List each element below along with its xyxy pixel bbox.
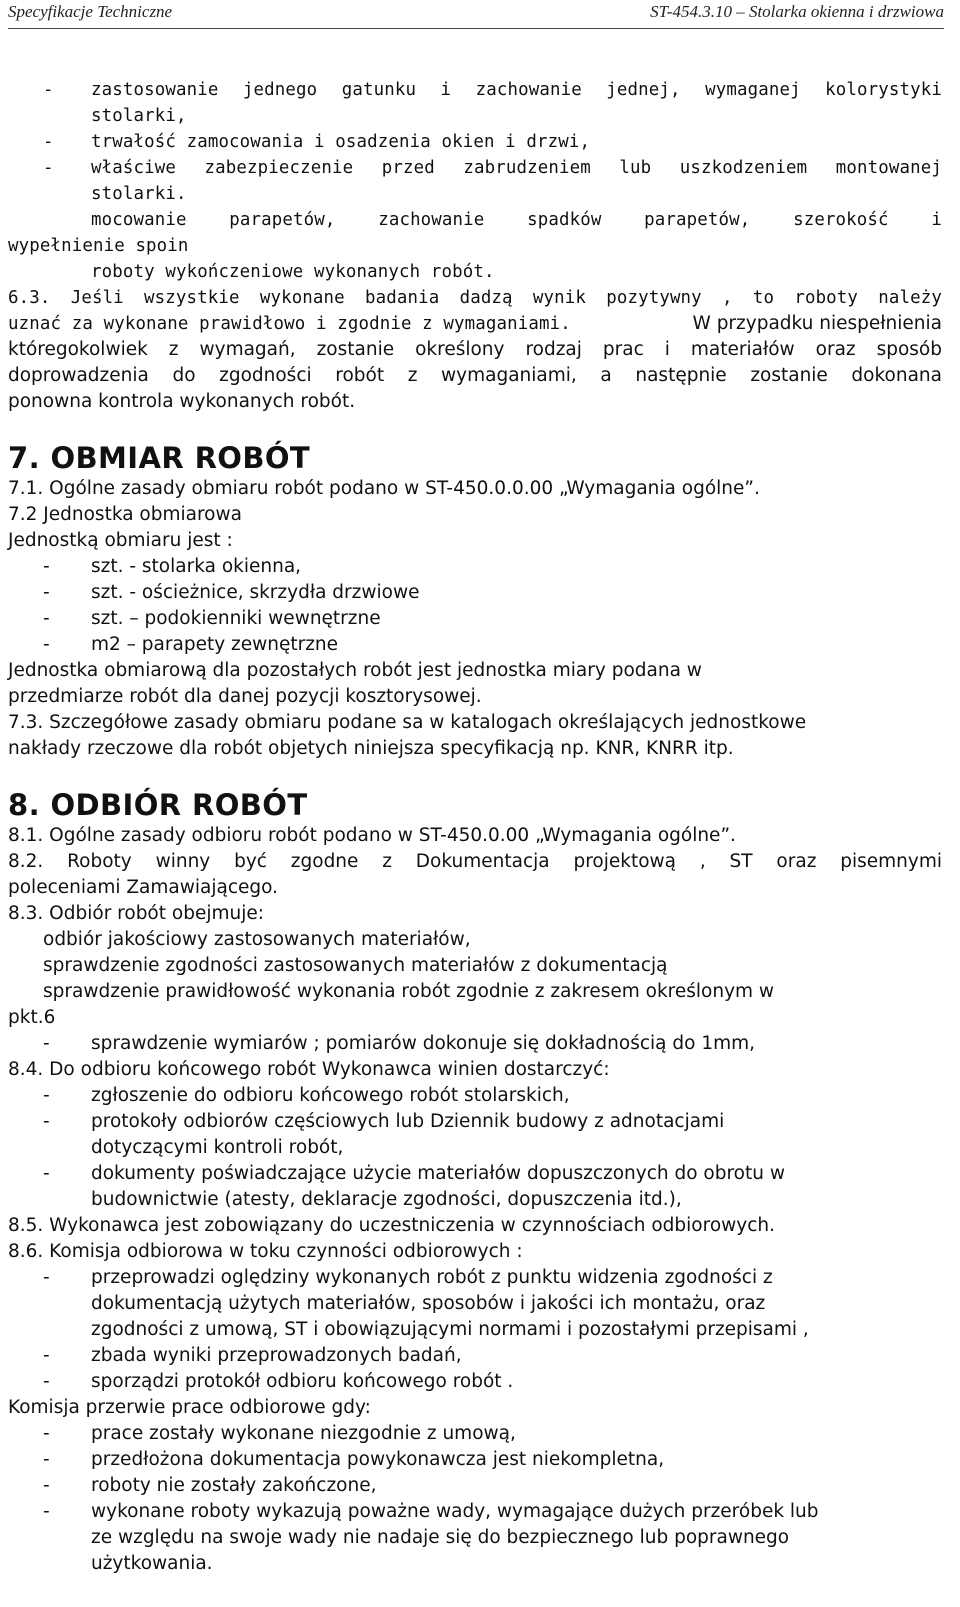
paragraph-line: 7.1. Ogólne zasady obmiaru robót podano w ST-450.0.0.00 „Wymagania ogólne”. (8, 478, 760, 499)
paragraph-line: doprowadzenia do zgodności robót z wymaganiami, a następnie zostanie dokonana (8, 365, 942, 386)
paragraph-line: 8.3. Odbiór robót obejmuje: (8, 903, 264, 924)
paragraph-line: 7.3. Szczegółowe zasady obmiaru podane sa w katalogach określających jednostkowe (8, 712, 807, 733)
paragraph-line: Jednostką obmiaru jest : (8, 530, 233, 551)
paragraph-line: 8.1. Ogólne zasady odbioru robót podano w ST-450.0.00 „Wymagania ogólne”. (8, 825, 736, 846)
section-heading: 8. ODBIÓR ROBÓT (8, 788, 308, 822)
paragraph-line: Jednostka obmiarową dla pozostałych robót jest jednostka miary podana w (8, 660, 702, 681)
paragraph-line: ponowna kontrola wykonanych robót. (8, 391, 356, 412)
document-page: Specyfikacje Techniczne ST-454.3.10 – Stolarka okienna i drzwiowa - zastosowanie jednego gatunku i zachowanie jednej, wymaganej kolorystyki stolarki, - trwałość zamocowania i osadzenia okien i drzwi, - właściwe zabezpieczenie przed zabrudzeniem lub uszkodzeniem montowanej stolarki. mocowanie parapetów, zachowanie spadków parapetów, szerokość i wypełnienie spoin roboty wykończeniowe wykonanych robót. 6.3. Jeśli wszystkie wykonane badania dadzą wynik pozytywny , to roboty należy uznać za wykonane prawidłowo i zgodnie z wymaganiami. W przypadku niespełnienia któregokolwiek z wymagań, zostanie określony rodzaj prac i materiałów oraz sposób doprowadzenia do zgodności robót z wymaganiami, a następnie zostanie dokonana ponowna kontrola wykonanych robót. 7. OBMIAR ROBÓT 7.1. Ogólne zasady obmiaru robót podano w ST-450.0.0.00 „Wymagania ogólne”. 7.2 Jednostka obmiarowa Jednostką obmiaru jest : - szt. - stolarka okienna, - szt. - ościeżnice, skrzydła drzwiowe - szt. – podokienniki wewnętrzne - m2 – parapety zewnętrzne Jednostka obmiarową dla pozostałych robót jest jednostka miary podana w przedmiarze robót dla danej pozycji kosztorysowej. 7.3. Szczegółowe zasady obmiaru podane sa w katalogach określających jednostkowe nakłady rzeczowe dla robót objetych niniejsza specyfikacją np. KNR, KNRR itp. 8. ODBIÓR ROBÓT 8.1. Ogólne zasady odbioru robót podano w ST-450.0.00 „Wymagania ogólne”. 8.2. Roboty winny być zgodne z Dokumentacja projektową , ST oraz pisemnymi poleceniami Zamawiającego. 8.3. Odbiór robót obejmuje: odbiór jakościowy zastosowanych materiałów, sprawdzenie zgodności zastosowanych materiałów z dokumentacją sprawdzenie prawidłowość wykonania robót zgodnie z zakresem określonym w pkt.6 - sprawdzenie wymiarów ; pomiarów dokonuje się dokładnością do 1mm, 8.4. Do odbioru końcowego robót Wykonawca winien dostarczyć: - zgłoszenie do odbioru końcowego robót stolarskich, - protokoły odbiorów częściowych lub Dziennik budowy z adnotacjami dotyczącymi kontroli robót, - dokumenty poświadczające użycie materiałów dopuszczonych do obrotu w budownictwie (atesty, deklaracje zgodności, dopuszczenia itd.), 8.5. Wykonawca jest zobowiązany do uczestniczenia w czynnościach odbiorowych. 8.6. Komisja odbiorowa w toku czynności odbiorowych : - przeprowadzi oględziny wykonanych robót z punktu widzenia zgodności z dokumentacją użytych materiałów, sposobów i jakości ich montażu, oraz zgodności z umową, ST i obowiązującymi normami i pozostałymi przepisami , - zbada wyniki przeprowadzonych badań, - sporządzi protokół odbioru końcowego robót . Komisja przerwie prace odbiorowe gdy: - prace zostały wykonane niezgodnie z umową, - przedłożona dokumentacja powykonawcza jest niekompletna, - roboty nie zostały zakończone, - wykonane roboty wykazują poważne wady, wymagające dużych przeróbek lub ze względu na swoje wady nie nadaje się do bezpiecznego lub poprawnego użytkowania. (8, 2, 944, 1574)
paragraph-line: któregokolwiek z wymagań, zostanie określony rodzaj prac i materiałów oraz sposób (8, 339, 942, 360)
list-item-cont: pkt.6 (8, 1007, 56, 1028)
page-header (8, 2, 944, 26)
paragraph-line: Komisja przerwie prace odbiorowe gdy: (8, 1397, 371, 1418)
paragraph-line: 7.2 Jednostka obmiarowa (8, 504, 242, 525)
paragraph-line: 6.3. Jeśli wszystkie wykonane badania dadzą wynik pozytywny , to roboty należy (8, 288, 942, 308)
section-heading: 7. OBMIAR ROBÓT (8, 441, 311, 475)
paragraph-line: uznać za wykonane prawidłowo i zgodnie z wymaganiami. W przypadku niespełnienia (8, 313, 942, 334)
header-rule (8, 28, 944, 29)
paragraph-line: nakłady rzeczowe dla robót objetych niniejsza specyfikacją np. KNR, KNRR itp. (8, 738, 734, 759)
paragraph-line: przedmiarze robót dla danej pozycji kosztorysowej. (8, 686, 482, 707)
paragraph-line: 8.4. Do odbioru końcowego robót Wykonawca winien dostarczyć: (8, 1059, 610, 1080)
paragraph-line: 8.6. Komisja odbiorowa w toku czynności odbiorowych : (8, 1241, 523, 1262)
paragraph-line: 8.2. Roboty winny być zgodne z Dokumentacja projektową , ST oraz pisemnymi (8, 851, 942, 872)
header-left: Specyfikacje Techniczne (8, 2, 173, 21)
paragraph-line: wypełnienie spoin (8, 236, 189, 256)
paragraph-line: 8.5. Wykonawca jest zobowiązany do uczestniczenia w czynnościach odbiorowych. (8, 1215, 775, 1236)
paragraph-line: poleceniami Zamawiającego. (8, 877, 279, 898)
header-right: ST-454.3.10 – Stolarka okienna i drzwiowa (650, 2, 944, 21)
